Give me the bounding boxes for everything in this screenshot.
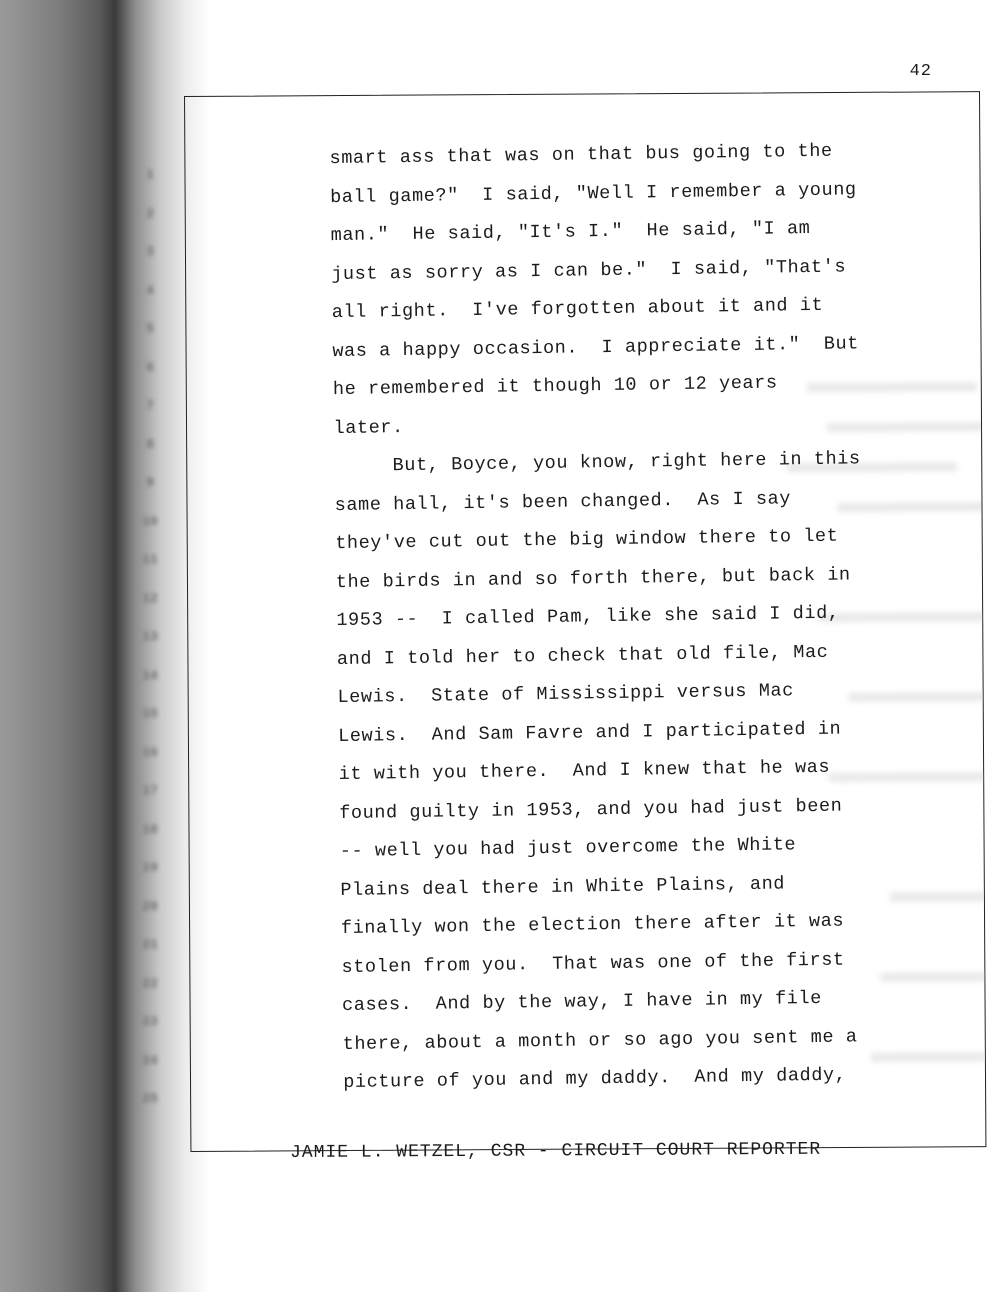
line-number: 15	[142, 706, 158, 721]
line-number: 9	[146, 475, 154, 490]
transcript-line: the birds in and so forth there, but back in	[335, 563, 851, 593]
line-number: 18	[142, 821, 158, 837]
line-number: 8	[146, 436, 154, 452]
line-number: 11	[142, 552, 158, 567]
line-number: 25	[142, 1091, 158, 1106]
line-number: 12	[142, 590, 158, 606]
line-number: 5	[146, 321, 154, 336]
transcript-line: 1953 -- I called Pam, like she said I did,	[336, 602, 840, 632]
line-number: 2	[146, 205, 154, 221]
line-number: 6	[146, 359, 154, 375]
court-reporter-footer: JAMIE L. WETZEL, CSR - CIRCUIT COURT REPORTER	[290, 1139, 822, 1163]
transcript-line: and I told her to check that old file, Mac	[336, 641, 829, 670]
transcript-line: he remembered it though 10 or 12 years	[332, 372, 778, 401]
transcript-line: smart ass that was on that bus going to the	[329, 140, 833, 170]
line-number: 22	[142, 975, 158, 991]
transcript-line: ball game?" I said, "Well I remember a young	[329, 178, 857, 208]
transcript-line: Lewis. And Sam Favre and I participated in	[337, 718, 842, 747]
page-number: 42	[909, 62, 932, 81]
line-number: 10	[142, 513, 158, 529]
transcript-line: Lewis. State of Mississippi versus Mac	[337, 680, 795, 709]
transcript-line: picture of you and my daddy. And my daddy,	[343, 1064, 847, 1094]
line-number: 16	[142, 744, 158, 760]
transcript-line: But, Boyce, you know, right here in this	[333, 448, 861, 478]
page-gutter-shadow	[0, 0, 210, 1292]
transcript-line: there, about a month or so ago you sent me a	[342, 1025, 858, 1055]
transcript-line: it with you there. And I knew that he was	[338, 756, 831, 786]
transcript-line: finally won the election there after it was	[340, 910, 845, 940]
transcript-frame	[184, 91, 986, 1152]
line-number: 1	[146, 167, 154, 182]
transcript-line: stolen from you. That was one of the first	[341, 949, 845, 978]
transcript-line: found guilty in 1953, and you had just been	[339, 795, 843, 824]
transcript-line: later.	[333, 416, 404, 439]
transcript-line: all right. I've forgotten about it and it	[331, 294, 824, 324]
line-number: 19	[142, 860, 158, 875]
line-number-column	[128, 156, 172, 1119]
transcript-line: they've cut out the big window there to let	[335, 525, 839, 555]
line-number: 20	[142, 898, 158, 914]
line-number: 21	[142, 937, 158, 952]
line-number: 24	[142, 1052, 158, 1068]
line-number: 7	[146, 398, 154, 413]
transcript-line: Plains deal there in White Plains, and	[340, 872, 786, 901]
transcript-line: just as sorry as I can be." I said, "That's	[331, 255, 847, 285]
line-number: 3	[146, 244, 154, 259]
transcript-line: was a happy occasion. I appreciate it." But	[332, 332, 860, 362]
transcript-body	[329, 131, 983, 1103]
line-number: 17	[142, 783, 158, 798]
transcript-line: same hall, it's been changed. As I say	[334, 487, 792, 516]
transcript-line: cases. And by the way, I have in my file	[341, 987, 822, 1017]
transcript-line: -- well you had just overcome the White	[339, 834, 797, 863]
transcript-line: man." He said, "It's I." He said, "I am	[330, 217, 811, 247]
line-number: 14	[142, 667, 158, 683]
line-number: 13	[142, 629, 158, 644]
line-number: 4	[146, 282, 154, 298]
line-number: 23	[142, 1014, 158, 1029]
